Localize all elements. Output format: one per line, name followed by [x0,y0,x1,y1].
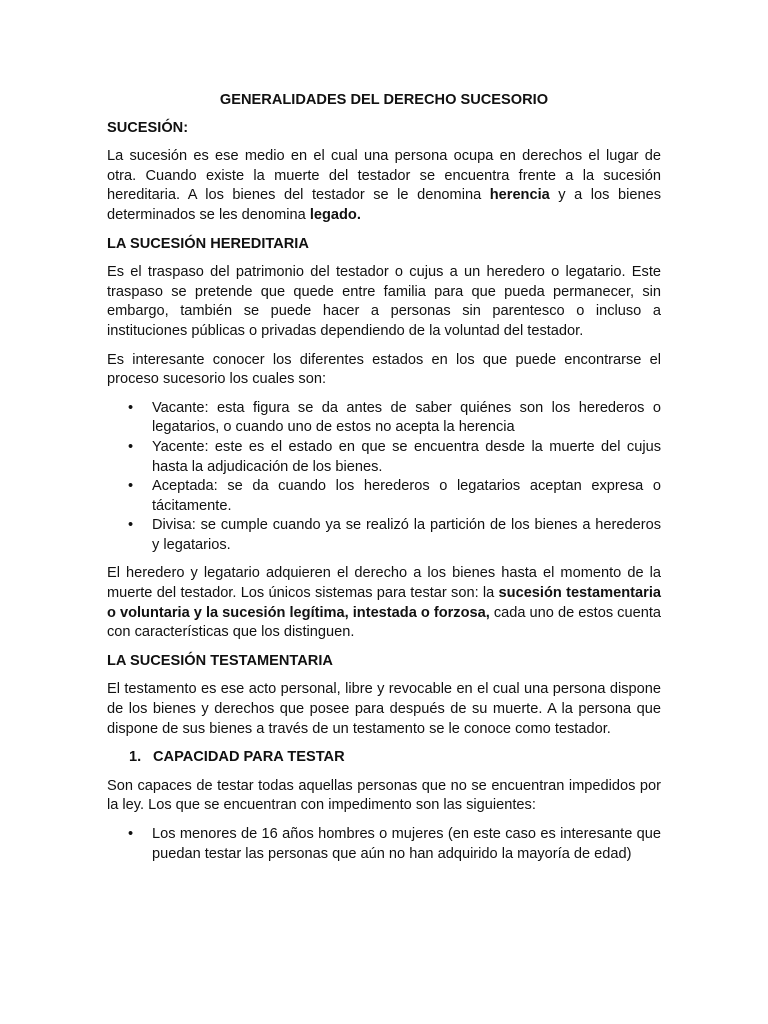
text-run: La sucesión es ese medio en el cual una persona ocupa en derechos el lugar de otra. Cuando existe la muerte del testador se encuentra frente a la sucesión hereditaria. A los bienes del testador se le denomina [107,148,661,204]
paragraph-testamento-definition: El testamento es ese acto personal, libre y revocable en el cual una persona dispone de los bienes y derechos que posee para después de su muerte. A la persona que dispone de sus bienes a través de un testamento se le conoce como testador. [107,681,661,737]
bold-term-herencia: herencia [489,187,550,204]
paragraph-hereditaria-definition: Es el traspaso del patrimonio del testador o cujus a un heredero o legatario. Este traspaso se pretende que quede entre familia para que pueda permanecer, sin embargo, también se puede hacer a personas sin parentesco o incluso a instituciones públicas o privadas dependiendo de la voluntad del testador. [107,264,661,339]
paragraph-sistemas-testar [107,564,661,642]
list-item-menores: • Los menores de 16 años hombres o mujeres (en este caso es interesante que puedan testar las personas que aún no han adquirido la mayoría de edad) [107,825,661,864]
bullet-list-estados [107,399,661,556]
section-heading-sucesion: SUCESIÓN: [107,119,189,136]
list-item-vacante: • Vacante: esta figura se da antes de saber quiénes son los herederos o legatarios, o cuando uno de estos no acepta la herencia [107,399,661,438]
document-body [107,91,661,873]
bold-term-sistemas: sucesión testamentaria o voluntaria y la sucesión legítima, intestada o forzosa, [107,585,661,621]
list-item-divisa: • Divisa: se cumple cuando ya se realizó la partición de los bienes a herederos y legatarios. [107,516,661,555]
document-title: GENERALIDADES DEL DERECHO SUCESORIO [219,92,549,108]
paragraph-estados-intro: Es interesante conocer los diferentes estados en los que puede encontrarse el proceso sucesorio los cuales son: [107,351,661,388]
paragraph-sucesion-definition [107,147,661,225]
paragraph-capacidad: Son capaces de testar todas aquellas personas que no se encuentran impedidos por la ley. Los que se encuentran con impedimento son las siguientes: [107,777,661,814]
section-heading-sucesion-hereditaria: LA SUCESIÓN HEREDITARIA [107,235,309,252]
list-item-yacente: • Yacente: este es el estado en que se encuentra desde la muerte del cujus hasta la adjudicación de los bienes. [107,438,661,477]
text-run: El heredero y legatario adquieren el derecho a los bienes hasta el momento de la muerte del testador. Los únicos sistemas para testar son: la [107,565,661,602]
bullet-list-impedimentos [107,825,661,864]
heading-number: 1. [129,749,142,766]
heading-text: CAPACIDAD PARA TESTAR [153,749,345,766]
text-run: y a los bienes determinados se les denomina [107,187,661,223]
text-run: cada uno de estos cuenta con características que los distinguen. [107,604,662,641]
section-heading-sucesion-testamentaria: LA SUCESIÓN TESTAMENTARIA [107,652,333,669]
bold-term-legado: legado. [309,206,361,223]
list-item-aceptada: • Aceptada: se da cuando los herederos o legatarios aceptan expresa o tácitamente. [107,477,661,516]
numbered-heading-capacidad [107,748,661,768]
